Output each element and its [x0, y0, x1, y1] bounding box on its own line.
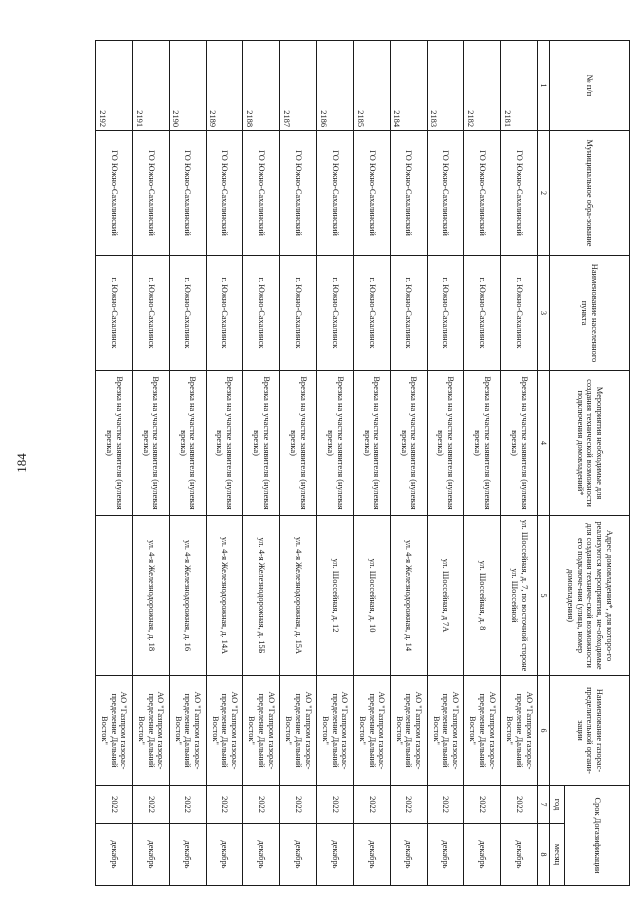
- column-number-row: [538, 41, 550, 886]
- settlement-cell: г. Южно-Сахалинск: [169, 256, 206, 371]
- org-cell: АО "Газпром газорас-пределение Дальний Восток": [427, 676, 464, 786]
- org-cell: АО "Газпром газорас-пределение Дальний Восток": [317, 676, 354, 786]
- address-cell: ул. Шоссейная, д. 12: [317, 516, 354, 676]
- row-number: 2184: [390, 41, 427, 131]
- year-cell: 2022: [243, 786, 280, 824]
- month-cell: декабрь: [317, 824, 354, 886]
- municipality-cell: ГО Южно-Сахалинский: [169, 131, 206, 256]
- header-municipality: Муниципальное обра-зование: [550, 131, 630, 256]
- gasification-table: [95, 40, 630, 886]
- year-cell: 2022: [427, 786, 464, 824]
- table-body: [96, 41, 630, 886]
- table-row: [169, 41, 206, 886]
- org-cell: АО "Газпром газорас-пределение Дальний Восток": [390, 676, 427, 786]
- column-number: 2: [538, 131, 550, 256]
- table-row: [501, 41, 538, 886]
- address-cell: ул. Шоссейная, д. 7, по восточной стороне ул. Шоссейной: [501, 516, 538, 676]
- address-cell: ул. Шоссейная, д 7А: [427, 516, 464, 676]
- year-cell: 2022: [317, 786, 354, 824]
- org-cell: АО "Газпром газорас-пределение Дальний Восток": [169, 676, 206, 786]
- row-number: 2185: [353, 41, 390, 131]
- municipality-cell: ГО Южно-Сахалинский: [464, 131, 501, 256]
- address-cell: ул. Шоссейная, д. 8: [464, 516, 501, 676]
- settlement-cell: г. Южно-Сахалинск: [243, 256, 280, 371]
- measure-cell: Врезка на участке заявителя (нулевая врезка): [464, 371, 501, 516]
- month-cell: декабрь: [96, 824, 133, 886]
- month-cell: декабрь: [206, 824, 243, 886]
- row-number: 2187: [280, 41, 317, 131]
- month-cell: декабрь: [427, 824, 464, 886]
- month-cell: декабрь: [132, 824, 169, 886]
- table-row: [206, 41, 243, 886]
- table-row: [280, 41, 317, 886]
- settlement-cell: г. Южно-Сахалинск: [501, 256, 538, 371]
- year-cell: 2022: [464, 786, 501, 824]
- measure-cell: Врезка на участке заявителя (нулевая врезка): [280, 371, 317, 516]
- column-number: 6: [538, 676, 550, 786]
- column-number: 4: [538, 371, 550, 516]
- row-number: 2191: [132, 41, 169, 131]
- municipality-cell: ГО Южно-Сахалинский: [243, 131, 280, 256]
- municipality-cell: ГО Южно-Сахалинский: [501, 131, 538, 256]
- measure-cell: Врезка на участке заявителя (нулевая врезка): [501, 371, 538, 516]
- table-row: [96, 41, 133, 886]
- settlement-cell: г. Южно-Сахалинск: [464, 256, 501, 371]
- municipality-cell: ГО Южно-Сахалинский: [353, 131, 390, 256]
- header-org: Наименование газорас-пределительной органи-зации: [550, 676, 630, 786]
- header-term: Срок Догазификации: [565, 786, 630, 886]
- header-measures: Мероприятия необходимые для создания технической возможности подключения домовладений*: [550, 371, 630, 516]
- table-row: [317, 41, 354, 886]
- address-cell: [96, 516, 133, 676]
- address-cell: ул. 4-я Железнодорожная, д. 15Б: [243, 516, 280, 676]
- municipality-cell: ГО Южно-Сахалинский: [390, 131, 427, 256]
- table-row: [427, 41, 464, 886]
- measure-cell: Врезка на участке заявителя (нулевая врезка): [317, 371, 354, 516]
- month-cell: декабрь: [243, 824, 280, 886]
- header-row: [565, 41, 630, 886]
- row-number: 2190: [169, 41, 206, 131]
- row-number: 2181: [501, 41, 538, 131]
- month-cell: декабрь: [280, 824, 317, 886]
- org-cell: АО "Газпром газорас-пределение Дальний Восток": [464, 676, 501, 786]
- org-cell: АО "Газпром газорас-пределение Дальний Восток": [353, 676, 390, 786]
- rotated-table-container: [95, 40, 630, 885]
- measure-cell: Врезка на участке заявителя (нулевая врезка): [169, 371, 206, 516]
- settlement-cell: г. Южно-Сахалинск: [353, 256, 390, 371]
- table-row: [390, 41, 427, 886]
- org-cell: АО "Газпром газорас-пределение Дальний Восток": [96, 676, 133, 786]
- row-number: 2182: [464, 41, 501, 131]
- year-cell: 2022: [353, 786, 390, 824]
- header-settlement: Наименование населенного пункта: [550, 256, 630, 371]
- measure-cell: Врезка на участке заявителя (нулевая врезка): [353, 371, 390, 516]
- org-cell: АО "Газпром газорас-пределение Дальний Восток": [280, 676, 317, 786]
- month-cell: декабрь: [169, 824, 206, 886]
- year-cell: 2022: [280, 786, 317, 824]
- row-number: 2192: [96, 41, 133, 131]
- settlement-cell: г. Южно-Сахалинск: [96, 256, 133, 371]
- table-row: [243, 41, 280, 886]
- settlement-cell: г. Южно-Сахалинск: [427, 256, 464, 371]
- month-cell: декабрь: [464, 824, 501, 886]
- settlement-cell: г. Южно-Сахалинск: [390, 256, 427, 371]
- measure-cell: Врезка на участке заявителя (нулевая врезка): [132, 371, 169, 516]
- settlement-cell: г. Южно-Сахалинск: [280, 256, 317, 371]
- year-cell: 2022: [390, 786, 427, 824]
- month-cell: декабрь: [501, 824, 538, 886]
- header-month: месяц: [550, 824, 565, 886]
- measure-cell: Врезка на участке заявителя (нулевая врезка): [390, 371, 427, 516]
- settlement-cell: г. Южно-Сахалинск: [206, 256, 243, 371]
- municipality-cell: ГО Южно-Сахалинский: [317, 131, 354, 256]
- year-cell: 2022: [169, 786, 206, 824]
- header-address: Адрес домовладения*, для которо-го реализуются мероприятия, не-обходимые для создания техниче-ской возможности его подключе-ния (улица, номер домовладения): [550, 516, 630, 676]
- header-year: год: [550, 786, 565, 824]
- municipality-cell: ГО Южно-Сахалинский: [280, 131, 317, 256]
- measure-cell: Врезка на участке заявителя (нулевая врезка): [206, 371, 243, 516]
- table-row: [353, 41, 390, 886]
- table-row: [464, 41, 501, 886]
- row-number: 2186: [317, 41, 354, 131]
- address-cell: ул. 4-я Железнодорожная, д. 18: [132, 516, 169, 676]
- measure-cell: Врезка на участке заявителя (нулевая врезка): [427, 371, 464, 516]
- row-number: 2189: [206, 41, 243, 131]
- year-cell: 2022: [206, 786, 243, 824]
- row-number: 2188: [243, 41, 280, 131]
- month-cell: декабрь: [353, 824, 390, 886]
- address-cell: ул. 4-я Железнодорожная, д. 14: [390, 516, 427, 676]
- page-number: 184: [14, 453, 29, 473]
- header-num: № п/п: [550, 41, 630, 131]
- year-cell: 2022: [501, 786, 538, 824]
- org-cell: АО "Газпром газорас-пределение Дальний Восток": [243, 676, 280, 786]
- month-cell: декабрь: [390, 824, 427, 886]
- address-cell: ул. Шоссейная, д. 10: [353, 516, 390, 676]
- year-cell: 2022: [132, 786, 169, 824]
- table-row: [132, 41, 169, 886]
- column-number: 5: [538, 516, 550, 676]
- municipality-cell: ГО Южно-Сахалинский: [96, 131, 133, 256]
- address-cell: ул. 4-я Железнодорожная, д. 15А: [280, 516, 317, 676]
- column-number: 7: [538, 786, 550, 824]
- org-cell: АО "Газпром газорас-пределение Дальний Восток": [206, 676, 243, 786]
- org-cell: АО "Газпром газорас-пределение Дальний Восток": [132, 676, 169, 786]
- column-number: 1: [538, 41, 550, 131]
- measure-cell: Врезка на участке заявителя (нулевая врезка): [96, 371, 133, 516]
- org-cell: АО "Газпром газорас-пределение Дальний Восток": [501, 676, 538, 786]
- column-number: 8: [538, 824, 550, 886]
- settlement-cell: г. Южно-Сахалинск: [132, 256, 169, 371]
- address-cell: ул. 4-я Железнодорожная, д. 16: [169, 516, 206, 676]
- measure-cell: Врезка на участке заявителя (нулевая врезка): [243, 371, 280, 516]
- municipality-cell: ГО Южно-Сахалинский: [427, 131, 464, 256]
- year-cell: 2022: [96, 786, 133, 824]
- column-number: 3: [538, 256, 550, 371]
- address-cell: ул. 4-я Железнодорожная, д. 14А: [206, 516, 243, 676]
- settlement-cell: г. Южно-Сахалинск: [317, 256, 354, 371]
- municipality-cell: ГО Южно-Сахалинский: [206, 131, 243, 256]
- row-number: 2183: [427, 41, 464, 131]
- municipality-cell: ГО Южно-Сахалинский: [132, 131, 169, 256]
